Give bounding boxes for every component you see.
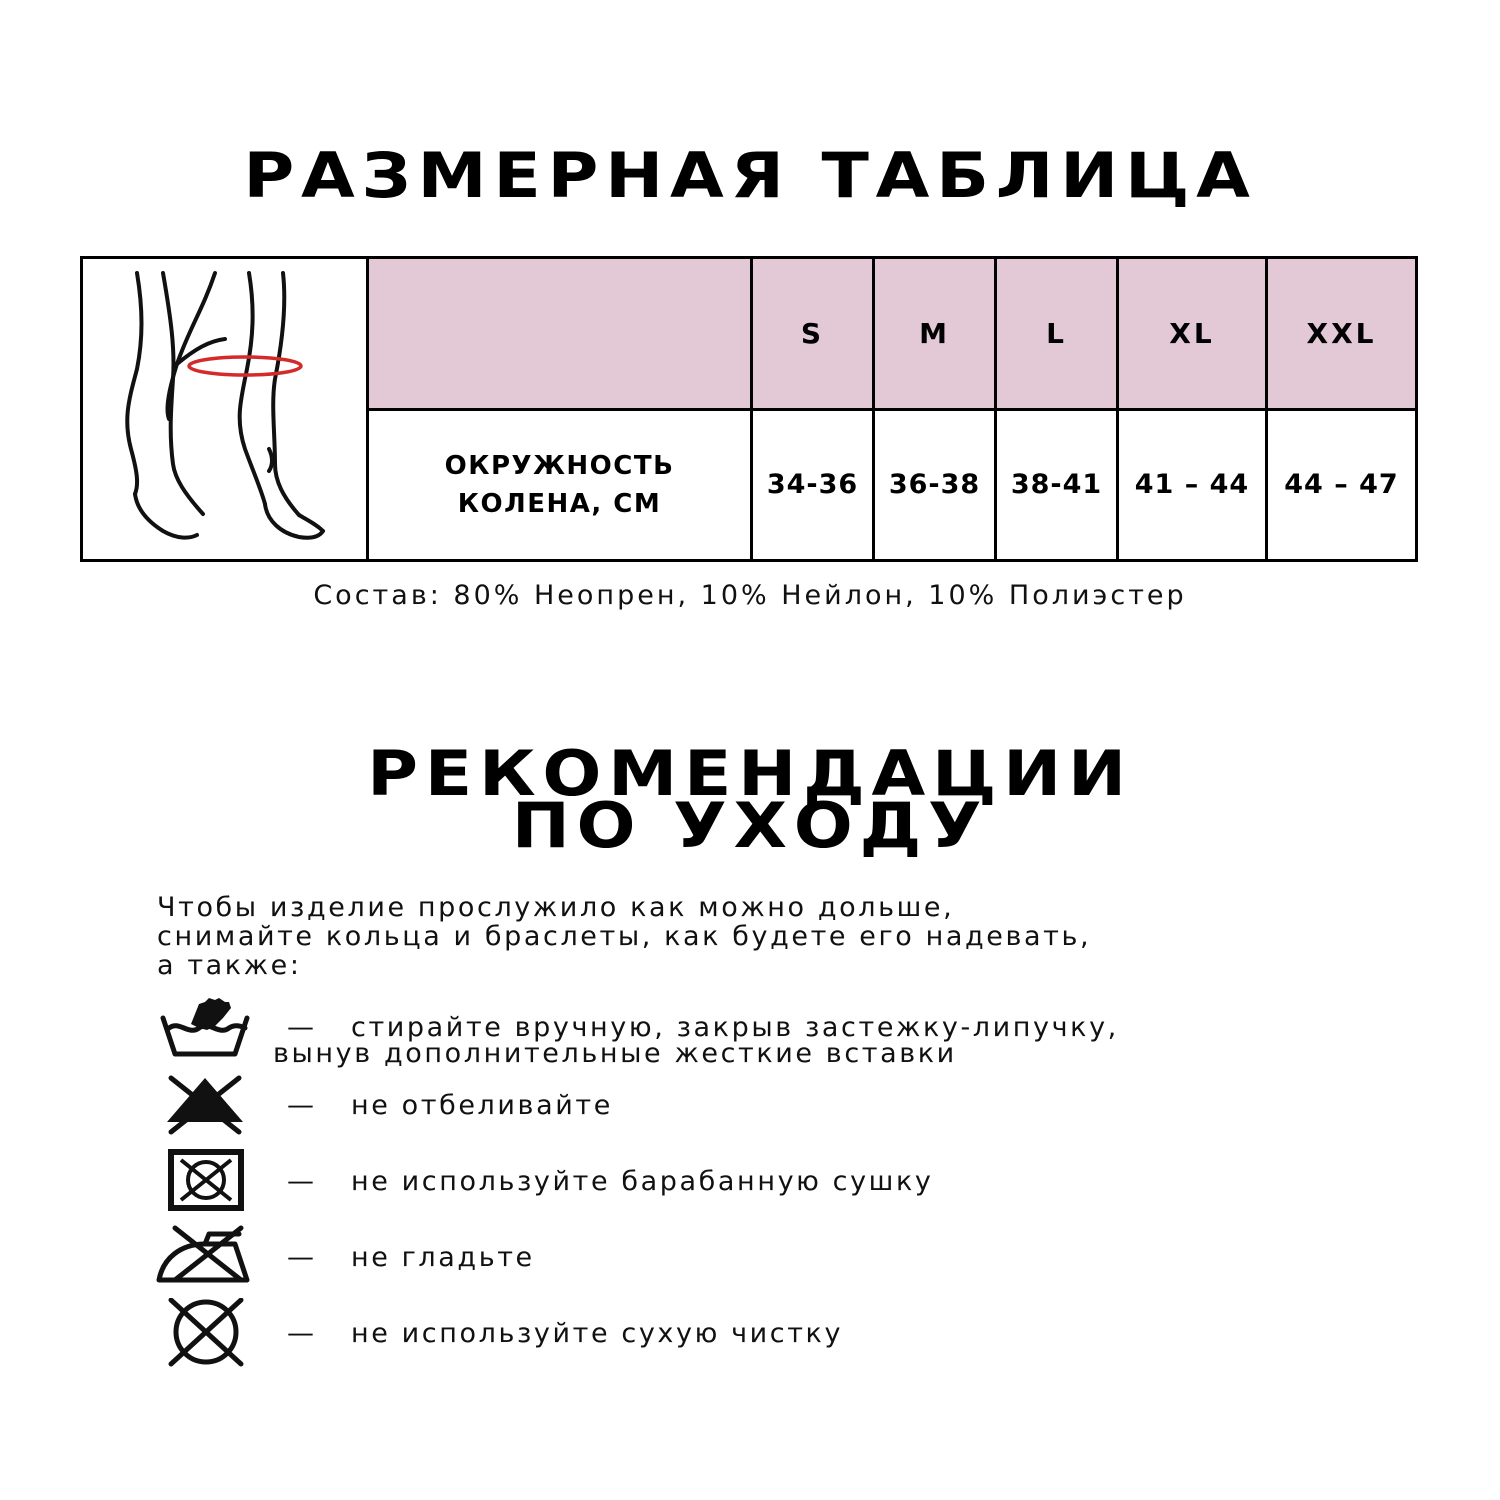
size-value-l: 38-41 xyxy=(996,409,1118,561)
care-item-no-dry-clean xyxy=(155,1298,1355,1378)
row-label xyxy=(368,409,752,561)
size-header-m: M xyxy=(874,258,996,410)
care-dash-2: — xyxy=(287,1090,314,1121)
composition-text: Состав: 80% Неопрен, 10% Нейлон, 10% Полиэстер xyxy=(313,580,1187,611)
care-title-line2: ПО УХОДУ xyxy=(511,789,989,862)
size-value-xxl: 44 – 47 xyxy=(1267,409,1417,561)
hand-wash-icon xyxy=(155,996,255,1076)
no-iron-icon xyxy=(155,1222,255,1302)
header-blank-cell xyxy=(368,258,752,410)
size-header-l: L xyxy=(996,258,1118,410)
care-dash-5: — xyxy=(287,1318,314,1349)
care-intro-line3: а также: xyxy=(157,950,302,981)
size-table xyxy=(80,256,1418,562)
size-chart-title: РАЗМЕРНАЯ ТАБЛИЦА xyxy=(243,139,1257,212)
legs-measure-illustration xyxy=(85,259,365,555)
size-header-s: S xyxy=(752,258,874,410)
no-dry-clean-icon xyxy=(155,1298,255,1378)
care-text-2: не отбеливайте xyxy=(351,1090,613,1121)
size-value-s: 34-36 xyxy=(752,409,874,561)
care-intro xyxy=(157,893,1091,980)
legs-illustration-cell xyxy=(82,258,368,561)
care-text-5: не используйте сухую чистку xyxy=(351,1318,844,1349)
care-item-no-bleach xyxy=(155,1072,1355,1152)
care-text-3: не используйте барабанную сушку xyxy=(351,1166,934,1197)
row-label-line2: КОЛЕНА, СМ xyxy=(457,488,662,519)
care-text-1b: вынув дополнительные жесткие вставки xyxy=(273,1038,957,1069)
care-title-line1: РЕКОМЕНДАЦИИ xyxy=(367,737,1133,810)
care-dash-3: — xyxy=(287,1166,314,1197)
size-value-xl: 41 – 44 xyxy=(1118,409,1267,561)
care-dash-4: — xyxy=(287,1242,314,1273)
no-bleach-icon xyxy=(155,1072,255,1152)
care-item-hand-wash xyxy=(155,996,1355,1076)
no-tumble-dry-icon xyxy=(155,1146,255,1226)
size-header-xxl: XXL xyxy=(1267,258,1417,410)
row-label-line1: ОКРУЖНОСТЬ xyxy=(444,450,675,481)
care-text-4: не гладьте xyxy=(351,1242,535,1273)
care-item-no-iron xyxy=(155,1222,1355,1302)
care-intro-line2: снимайте кольца и браслеты, как будете его надевать, xyxy=(157,921,1092,952)
care-text-1: стирайте вручную, закрыв застежку-липучку, xyxy=(351,1012,1119,1043)
size-header-xl: XL xyxy=(1118,258,1267,410)
care-item-no-tumble-dry xyxy=(155,1146,1355,1226)
care-intro-line1: Чтобы изделие прослужило как можно дольше, xyxy=(157,892,955,923)
care-dash-1: — xyxy=(287,1012,314,1043)
size-value-m: 36-38 xyxy=(874,409,996,561)
